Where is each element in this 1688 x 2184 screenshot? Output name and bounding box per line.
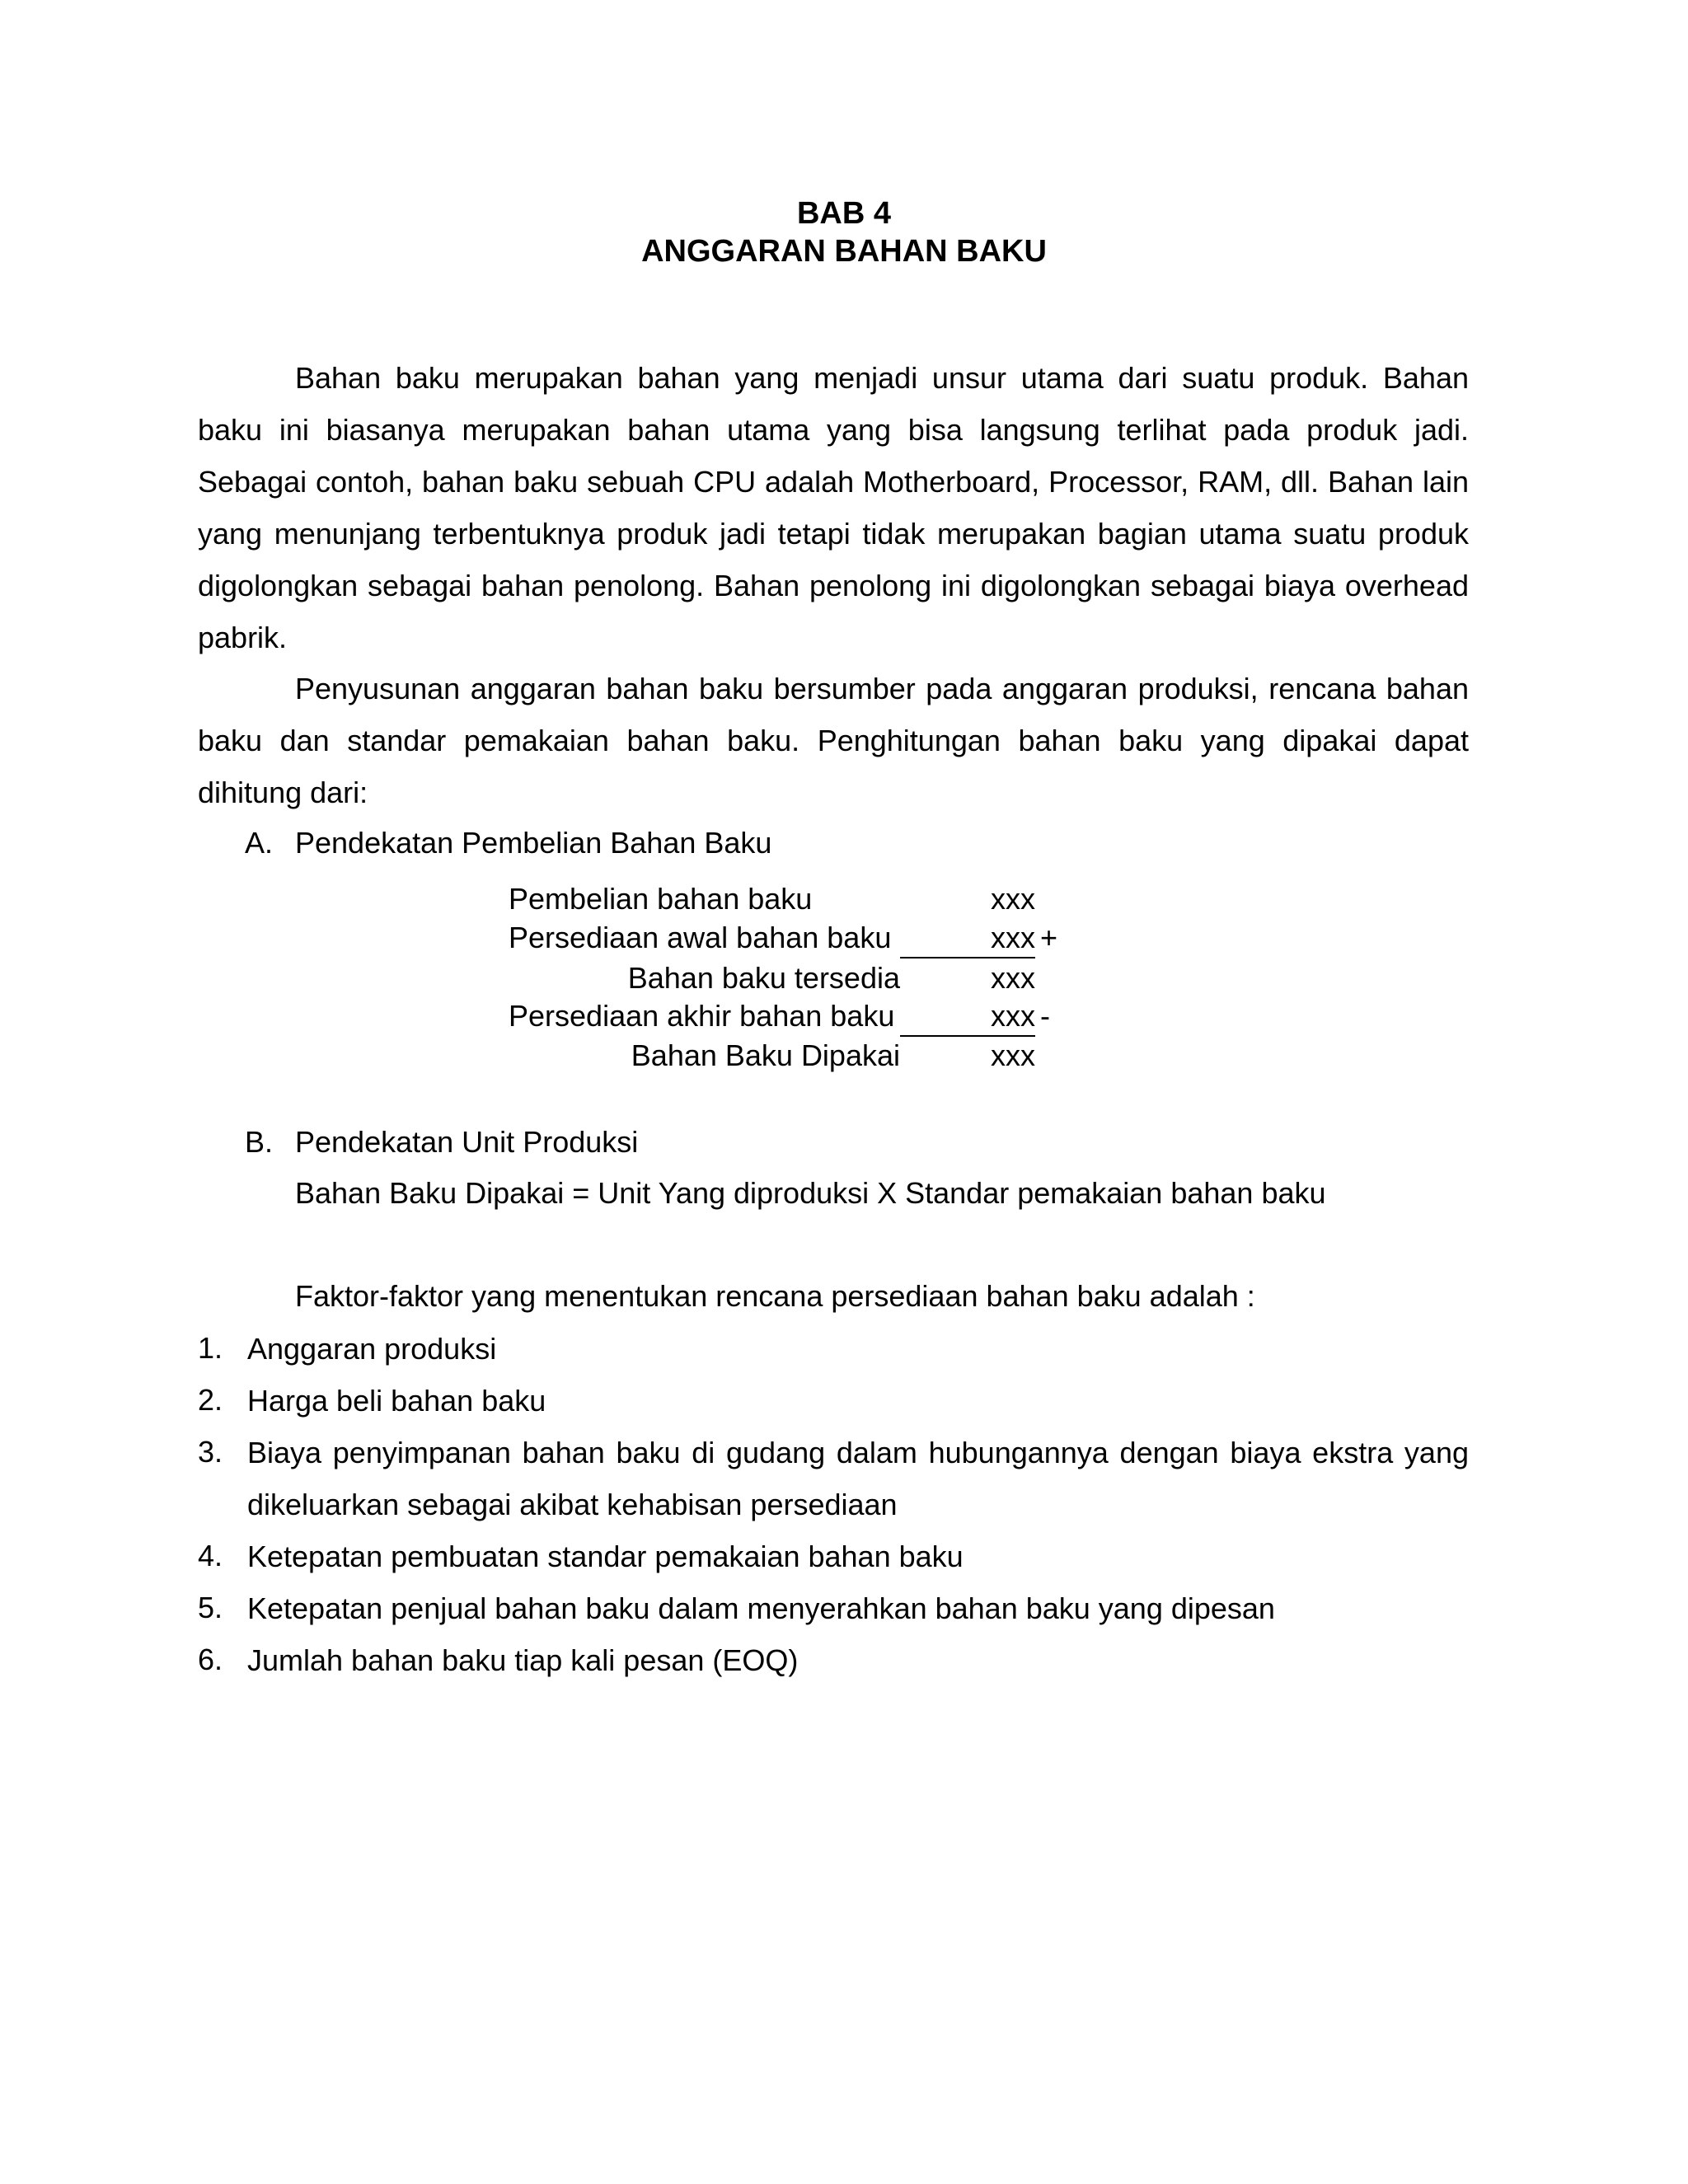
section-a-title: Pendekatan Pembelian Bahan Baku xyxy=(295,826,772,860)
calc-label: Bahan baku tersedia xyxy=(627,961,900,995)
list-item-number: 2. xyxy=(198,1383,223,1417)
chapter-title: ANGGARAN BAHAN BAKU xyxy=(641,234,1047,269)
paragraph-intro-text: Bahan baku merupakan bahan yang menjadi unsur utama dari suatu produk. Bahan baku ini biasanya merupakan bahan utama yang bisa langsung terlihat pada produk jadi. Sebagai contoh, bahan baku sebuah CPU adalah Motherboard, Processor, RAM, dll. Bahan lain yang menunjang terbentuknya produk jadi tetapi tidak merupakan bagian utama suatu produk digolongkan sebagai bahan penolong. Bahan penolong ini digolongkan sebagai biaya overhead pabrik. xyxy=(198,361,1469,654)
section-b-title: Pendekatan Unit Produksi xyxy=(295,1125,639,1159)
list-item: Anggaran produksi xyxy=(247,1332,497,1366)
calc-value: xxx xyxy=(991,1038,1035,1072)
calc-value: xxx xyxy=(991,961,1035,995)
list-item: Jumlah bahan baku tiap kali pesan (EOQ) xyxy=(247,1643,799,1677)
calc-value: xxx xyxy=(900,919,1035,958)
section-b-marker: B. xyxy=(245,1125,274,1159)
calc-label: Persediaan awal bahan baku xyxy=(509,921,892,954)
calc-value: xxx xyxy=(991,882,1035,916)
section-a-marker: A. xyxy=(245,826,274,860)
list-item-number: 5. xyxy=(198,1591,223,1624)
list-item-number: 3. xyxy=(198,1435,223,1469)
calc-operator: - xyxy=(1040,999,1050,1033)
list-item-number: 6. xyxy=(198,1643,223,1676)
list-item: Ketepatan penjual bahan baku dalam menyerahkan bahan baku yang dipesan xyxy=(247,1591,1275,1625)
calc-label: Pembelian bahan baku xyxy=(509,882,813,916)
paragraph-sources xyxy=(198,663,1469,818)
list-item: Biaya penyimpanan bahan baku di gudang dalam hubungannya dengan biaya ekstra yang dikeluarkan sebagai akibat kehabisan persediaan xyxy=(247,1436,1469,1521)
list-item-number: 4. xyxy=(198,1539,223,1572)
paragraph-intro xyxy=(198,352,1469,663)
factors-intro: Faktor-faktor yang menentukan rencana persediaan bahan baku adalah : xyxy=(295,1279,1255,1313)
calc-operator: + xyxy=(1040,921,1058,954)
calc-label: Persediaan akhir bahan baku xyxy=(509,999,895,1033)
chapter-number: BAB 4 xyxy=(796,196,892,231)
calc-label: Bahan Baku Dipakai xyxy=(631,1038,900,1072)
calc-value: xxx xyxy=(900,997,1035,1037)
list-item-number: 1. xyxy=(198,1331,223,1365)
list-item: Ketepatan pembuatan standar pemakaian bahan baku xyxy=(247,1540,964,1573)
section-b-formula: Bahan Baku Dipakai = Unit Yang diproduksi X Standar pemakaian bahan baku xyxy=(295,1176,1326,1210)
list-item: Harga beli bahan baku xyxy=(247,1384,546,1418)
paragraph-sources-text: Penyusunan anggaran bahan baku bersumber pada anggaran produksi, rencana bahan baku dan standar pemakaian bahan baku. Penghitungan bahan baku yang dipakai dapat dihitung dari: xyxy=(198,672,1469,809)
